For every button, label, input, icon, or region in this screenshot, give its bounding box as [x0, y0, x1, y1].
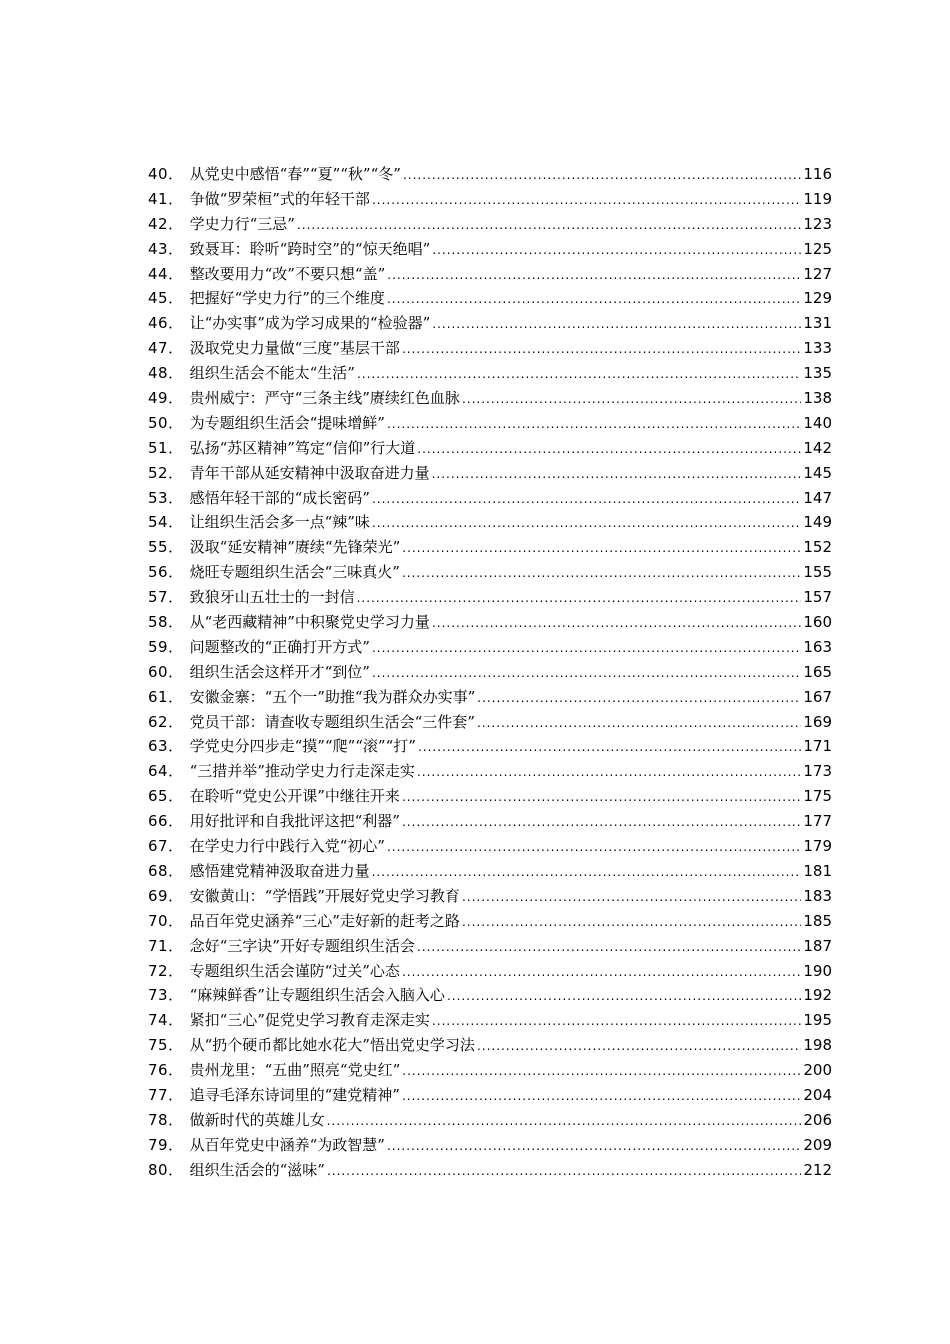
toc-entry-page-number: 204 [803, 1085, 832, 1104]
dot-leader [462, 387, 801, 411]
dot-leader [327, 1109, 802, 1133]
toc-entry-number: 45． [148, 289, 184, 308]
toc-entry-number: 75． [148, 1036, 184, 1055]
toc-entry-page-number: 165 [803, 662, 832, 681]
dot-leader [372, 860, 802, 884]
toc-entry-number: 58． [148, 613, 184, 632]
toc-entry-title: 感悟建党精神汲取奋进力量 [189, 861, 370, 880]
dot-leader [357, 586, 802, 610]
toc-entry-page-number: 145 [803, 463, 832, 482]
toc-entry[interactable] [148, 436, 832, 461]
dot-leader [387, 412, 801, 436]
toc-entry-title: 让“办实事”成为学习成果的“检验器” [189, 314, 431, 333]
toc-entry-title: 紧扣“三心”促党史学习教育走深走实 [189, 1011, 430, 1030]
toc-entry-page-number: 183 [803, 886, 832, 905]
dot-leader [402, 960, 801, 984]
toc-entry-number: 64． [148, 762, 184, 781]
toc-entry-title: 弘扬“苏区精神”笃定“信仰”行大道 [189, 438, 416, 457]
toc-entry-number: 78． [148, 1110, 184, 1129]
toc-entry-number: 72． [148, 961, 184, 980]
dot-leader [477, 711, 801, 735]
toc-entry-number: 74． [148, 1011, 184, 1030]
toc-entry-page-number: 129 [803, 289, 832, 308]
toc-entry-number: 57． [148, 588, 184, 607]
toc-entry-number: 61． [148, 687, 184, 706]
dot-leader [417, 437, 801, 461]
toc-entry-number: 70． [148, 911, 184, 930]
dot-leader [417, 760, 801, 784]
toc-entry[interactable] [148, 286, 832, 311]
toc-entry-title: 学党史分四步走“摸”“爬”“滚”“打” [189, 737, 416, 756]
dot-leader [417, 935, 801, 959]
toc-entry-page-number: 157 [803, 588, 832, 607]
dot-leader [327, 1159, 801, 1183]
dot-leader [402, 785, 801, 809]
toc-entry-title: 贵州威宁：严守“三条主线”赓续红色血脉 [189, 389, 460, 408]
toc-entry-number: 79． [148, 1135, 184, 1154]
dot-leader [372, 636, 801, 660]
toc-entry[interactable] [148, 759, 832, 784]
toc-entry-page-number: 131 [803, 314, 832, 333]
toc-entry-number: 76． [148, 1061, 184, 1080]
toc-entry-number: 59． [148, 637, 184, 656]
toc-entry-title: 汲取“延安精神”赓续“先锋荣光” [189, 538, 401, 557]
toc-entry-title: 追寻毛泽东诗词里的“建党精神” [189, 1085, 400, 1104]
toc-entry-number: 80． [148, 1160, 184, 1179]
toc-entry-title: 组织生活会不能太“生活” [189, 364, 355, 383]
toc-entry-page-number: 142 [803, 438, 832, 457]
table-of-contents [148, 162, 832, 1183]
toc-entry[interactable] [148, 1033, 832, 1058]
dot-leader [387, 263, 801, 287]
toc-entry[interactable] [148, 1158, 832, 1183]
toc-entry-number: 50． [148, 413, 184, 432]
toc-entry[interactable] [148, 983, 832, 1008]
toc-entry-number: 42． [148, 214, 184, 233]
toc-entry-page-number: 171 [803, 737, 832, 756]
toc-entry[interactable] [148, 336, 832, 361]
toc-entry-page-number: 179 [803, 837, 832, 856]
toc-entry-number: 53． [148, 488, 184, 507]
toc-entry-page-number: 169 [803, 712, 832, 731]
toc-entry-title: “麻辣鲜香”让专题组织生活会入脑入心 [189, 986, 445, 1005]
toc-entry-page-number: 206 [803, 1110, 832, 1129]
toc-entry-title: 从百年党史中涵养“为政智慧” [189, 1135, 385, 1154]
toc-entry-number: 65． [148, 787, 184, 806]
toc-entry-page-number: 192 [803, 986, 832, 1005]
toc-entry-title: 致狼牙山五壮士的一封信 [189, 588, 355, 607]
toc-entry-page-number: 135 [803, 364, 832, 383]
toc-entry[interactable] [148, 710, 832, 735]
toc-entry-page-number: 140 [803, 413, 832, 432]
toc-entry-page-number: 167 [803, 687, 832, 706]
toc-entry-title: “三措并举”推动学史力行走深走实 [189, 762, 415, 781]
dot-leader [477, 686, 801, 710]
toc-entry-number: 48． [148, 364, 184, 383]
toc-entry-page-number: 119 [803, 189, 832, 208]
toc-entry-page-number: 177 [803, 812, 832, 831]
toc-entry-page-number: 155 [803, 563, 832, 582]
toc-entry-page-number: 149 [803, 513, 832, 532]
toc-entry-page-number: 200 [803, 1061, 832, 1080]
dot-leader [402, 1084, 801, 1108]
dot-leader [387, 835, 801, 859]
toc-entry-page-number: 125 [803, 239, 832, 258]
dot-leader [432, 611, 801, 635]
toc-entry-page-number: 123 [803, 214, 832, 233]
dot-leader [402, 536, 801, 560]
toc-entry[interactable] [148, 834, 832, 859]
toc-entry-page-number: 195 [803, 1011, 832, 1030]
toc-entry[interactable] [148, 685, 832, 710]
toc-entry-page-number: 138 [803, 389, 832, 408]
toc-entry[interactable] [148, 361, 832, 386]
dot-leader [357, 362, 801, 386]
toc-entry-number: 77． [148, 1085, 184, 1104]
dot-leader [403, 163, 801, 187]
toc-entry-page-number: 127 [803, 264, 832, 283]
toc-entry-page-number: 152 [803, 538, 832, 557]
toc-entry-number: 43． [148, 239, 184, 258]
toc-entry-page-number: 173 [803, 762, 832, 781]
dot-leader [462, 910, 801, 934]
toc-entry-title: 在学史力行中践行入党“初心” [189, 837, 385, 856]
dot-leader [432, 462, 802, 486]
dot-leader [418, 735, 801, 759]
toc-entry-title: 汲取党史力量做“三度”基层干部 [189, 339, 400, 358]
dot-leader [297, 213, 801, 237]
toc-entry-page-number: 209 [803, 1135, 832, 1154]
toc-entry-title: 从“老西藏精神”中积聚党史学习力量 [189, 613, 430, 632]
toc-entry[interactable] [148, 660, 832, 685]
dot-leader [402, 337, 801, 361]
toc-entry-page-number: 187 [803, 936, 832, 955]
toc-entry-title: 做新时代的英雄儿女 [189, 1110, 325, 1129]
toc-entry-page-number: 147 [803, 488, 832, 507]
toc-entry-number: 47． [148, 339, 184, 358]
dot-leader [432, 1009, 801, 1033]
dot-leader [372, 487, 801, 511]
toc-entry-title: 在聆听“党史公开课”中继往开来 [189, 787, 400, 806]
toc-entry[interactable] [148, 486, 832, 511]
toc-entry[interactable] [148, 212, 832, 237]
toc-entry-title: 从党史中感悟“春”“夏”“秋”“冬” [189, 165, 401, 183]
toc-entry-number: 67． [148, 837, 184, 856]
dot-leader [372, 661, 801, 685]
toc-entry-title: 为专题组织生活会“提味增鲜” [189, 413, 385, 432]
toc-entry[interactable] [148, 311, 832, 336]
toc-entry-title: 整改要用力“改”不要只想“盖” [189, 264, 386, 283]
toc-entry[interactable] [148, 162, 832, 187]
toc-entry-number: 40． [148, 165, 184, 183]
toc-entry[interactable] [148, 187, 832, 212]
toc-entry-title: 青年干部从延安精神中汲取奋进力量 [189, 463, 430, 482]
toc-entry-title: 学史力行“三忌” [189, 214, 295, 233]
toc-entry-title: 专题组织生活会谨防“过关”心态 [189, 961, 400, 980]
toc-entry[interactable] [148, 386, 832, 411]
toc-entry-number: 60． [148, 662, 184, 681]
toc-entry[interactable] [148, 237, 832, 262]
toc-entry-title: 致聂耳：聆听“跨时空”的“惊天绝唱” [189, 239, 431, 258]
toc-entry-title: 让组织生活会多一点“辣”味 [189, 513, 370, 532]
toc-entry-number: 54． [148, 513, 184, 532]
toc-entry[interactable] [148, 1008, 832, 1033]
toc-entry-number: 56． [148, 563, 184, 582]
dot-leader [387, 287, 801, 311]
toc-entry-title: 问题整改的“正确打开方式” [189, 637, 370, 656]
toc-entry-number: 69． [148, 886, 184, 905]
toc-entry-page-number: 185 [803, 911, 832, 930]
toc-entry-title: 品百年党史涵养“三心”走好新的赶考之路 [189, 911, 460, 930]
toc-entry-title: 念好“三字诀”开好专题组织生活会 [189, 936, 415, 955]
toc-entry-number: 68． [148, 861, 184, 880]
toc-entry-title: 安徽黄山：“学悟践”开展好党史学习教育 [189, 886, 460, 905]
dot-leader [432, 312, 801, 336]
toc-entry-title: 用好批评和自我批评这把“利器” [189, 812, 400, 831]
toc-entry-number: 71． [148, 936, 184, 955]
dot-leader [402, 810, 801, 834]
toc-entry-number: 46． [148, 314, 184, 333]
dot-leader [462, 885, 801, 909]
toc-entry-title: 争做“罗荣桓”式的年轻干部 [189, 189, 370, 208]
dot-leader [387, 1134, 801, 1158]
dot-leader [432, 238, 801, 262]
toc-entry-title: 烧旺专题组织生活会“三味真火” [189, 563, 400, 582]
toc-entry-title: 贵州龙里：“五曲”照亮“党史红” [189, 1061, 401, 1080]
toc-entry-page-number: 212 [803, 1160, 832, 1179]
toc-entry[interactable] [148, 610, 832, 635]
toc-entry-number: 51． [148, 438, 184, 457]
toc-entry[interactable] [148, 585, 832, 610]
toc-entry[interactable] [148, 809, 832, 834]
toc-entry-title: 组织生活会这样开才“到位” [189, 662, 370, 681]
toc-entry[interactable] [148, 1058, 832, 1083]
toc-entry[interactable] [148, 1083, 832, 1108]
toc-entry[interactable] [148, 510, 832, 535]
toc-entry[interactable] [148, 560, 832, 585]
toc-entry[interactable] [148, 784, 832, 809]
toc-entry[interactable] [148, 959, 832, 984]
toc-entry-page-number: 116 [803, 165, 832, 183]
dot-leader [447, 984, 801, 1008]
toc-entry-title: 党员干部：请查收专题组织生活会“三件套” [189, 712, 475, 731]
dot-leader [402, 1059, 801, 1083]
toc-entry[interactable] [148, 411, 832, 436]
toc-entry-title: 组织生活会的“滋味” [189, 1160, 325, 1179]
toc-entry-number: 62． [148, 712, 184, 731]
toc-entry[interactable] [148, 535, 832, 560]
toc-entry-title: 安徽金寨：“五个一”助推“我为群众办实事” [189, 687, 476, 706]
toc-entry-number: 73． [148, 986, 184, 1005]
toc-entry[interactable] [148, 859, 832, 884]
toc-entry-title: 把握好“学史力行”的三个维度 [189, 289, 385, 308]
toc-entry[interactable] [148, 1133, 832, 1158]
dot-leader [372, 188, 801, 212]
toc-entry[interactable] [148, 909, 832, 934]
toc-entry[interactable] [148, 884, 832, 909]
toc-entry-page-number: 198 [803, 1036, 832, 1055]
toc-entry-page-number: 175 [803, 787, 832, 806]
toc-entry-number: 52． [148, 463, 184, 482]
dot-leader [372, 511, 801, 535]
toc-entry[interactable] [148, 635, 832, 660]
toc-entry-number: 44． [148, 264, 184, 283]
toc-entry[interactable] [148, 1108, 832, 1133]
toc-entry-title: 感悟年轻干部的“成长密码” [189, 488, 370, 507]
toc-entry[interactable] [148, 262, 832, 287]
toc-entry-number: 66． [148, 812, 184, 831]
toc-entry-page-number: 133 [803, 339, 832, 358]
toc-entry-number: 41． [148, 189, 184, 208]
toc-entry[interactable] [148, 461, 832, 486]
toc-entry-page-number: 190 [803, 961, 832, 980]
toc-entry[interactable] [148, 934, 832, 959]
toc-entry-number: 49． [148, 389, 184, 408]
toc-entry[interactable] [148, 734, 832, 759]
toc-entry-page-number: 160 [803, 613, 832, 632]
toc-entry-number: 63． [148, 737, 184, 756]
toc-entry-page-number: 181 [803, 861, 832, 880]
toc-entry-title: 从“扔个硬币都比她水花大”悟出党史学习法 [189, 1036, 475, 1055]
toc-entry-number: 55． [148, 538, 184, 557]
toc-entry-page-number: 163 [803, 637, 832, 656]
dot-leader [402, 561, 801, 585]
dot-leader [477, 1034, 801, 1058]
